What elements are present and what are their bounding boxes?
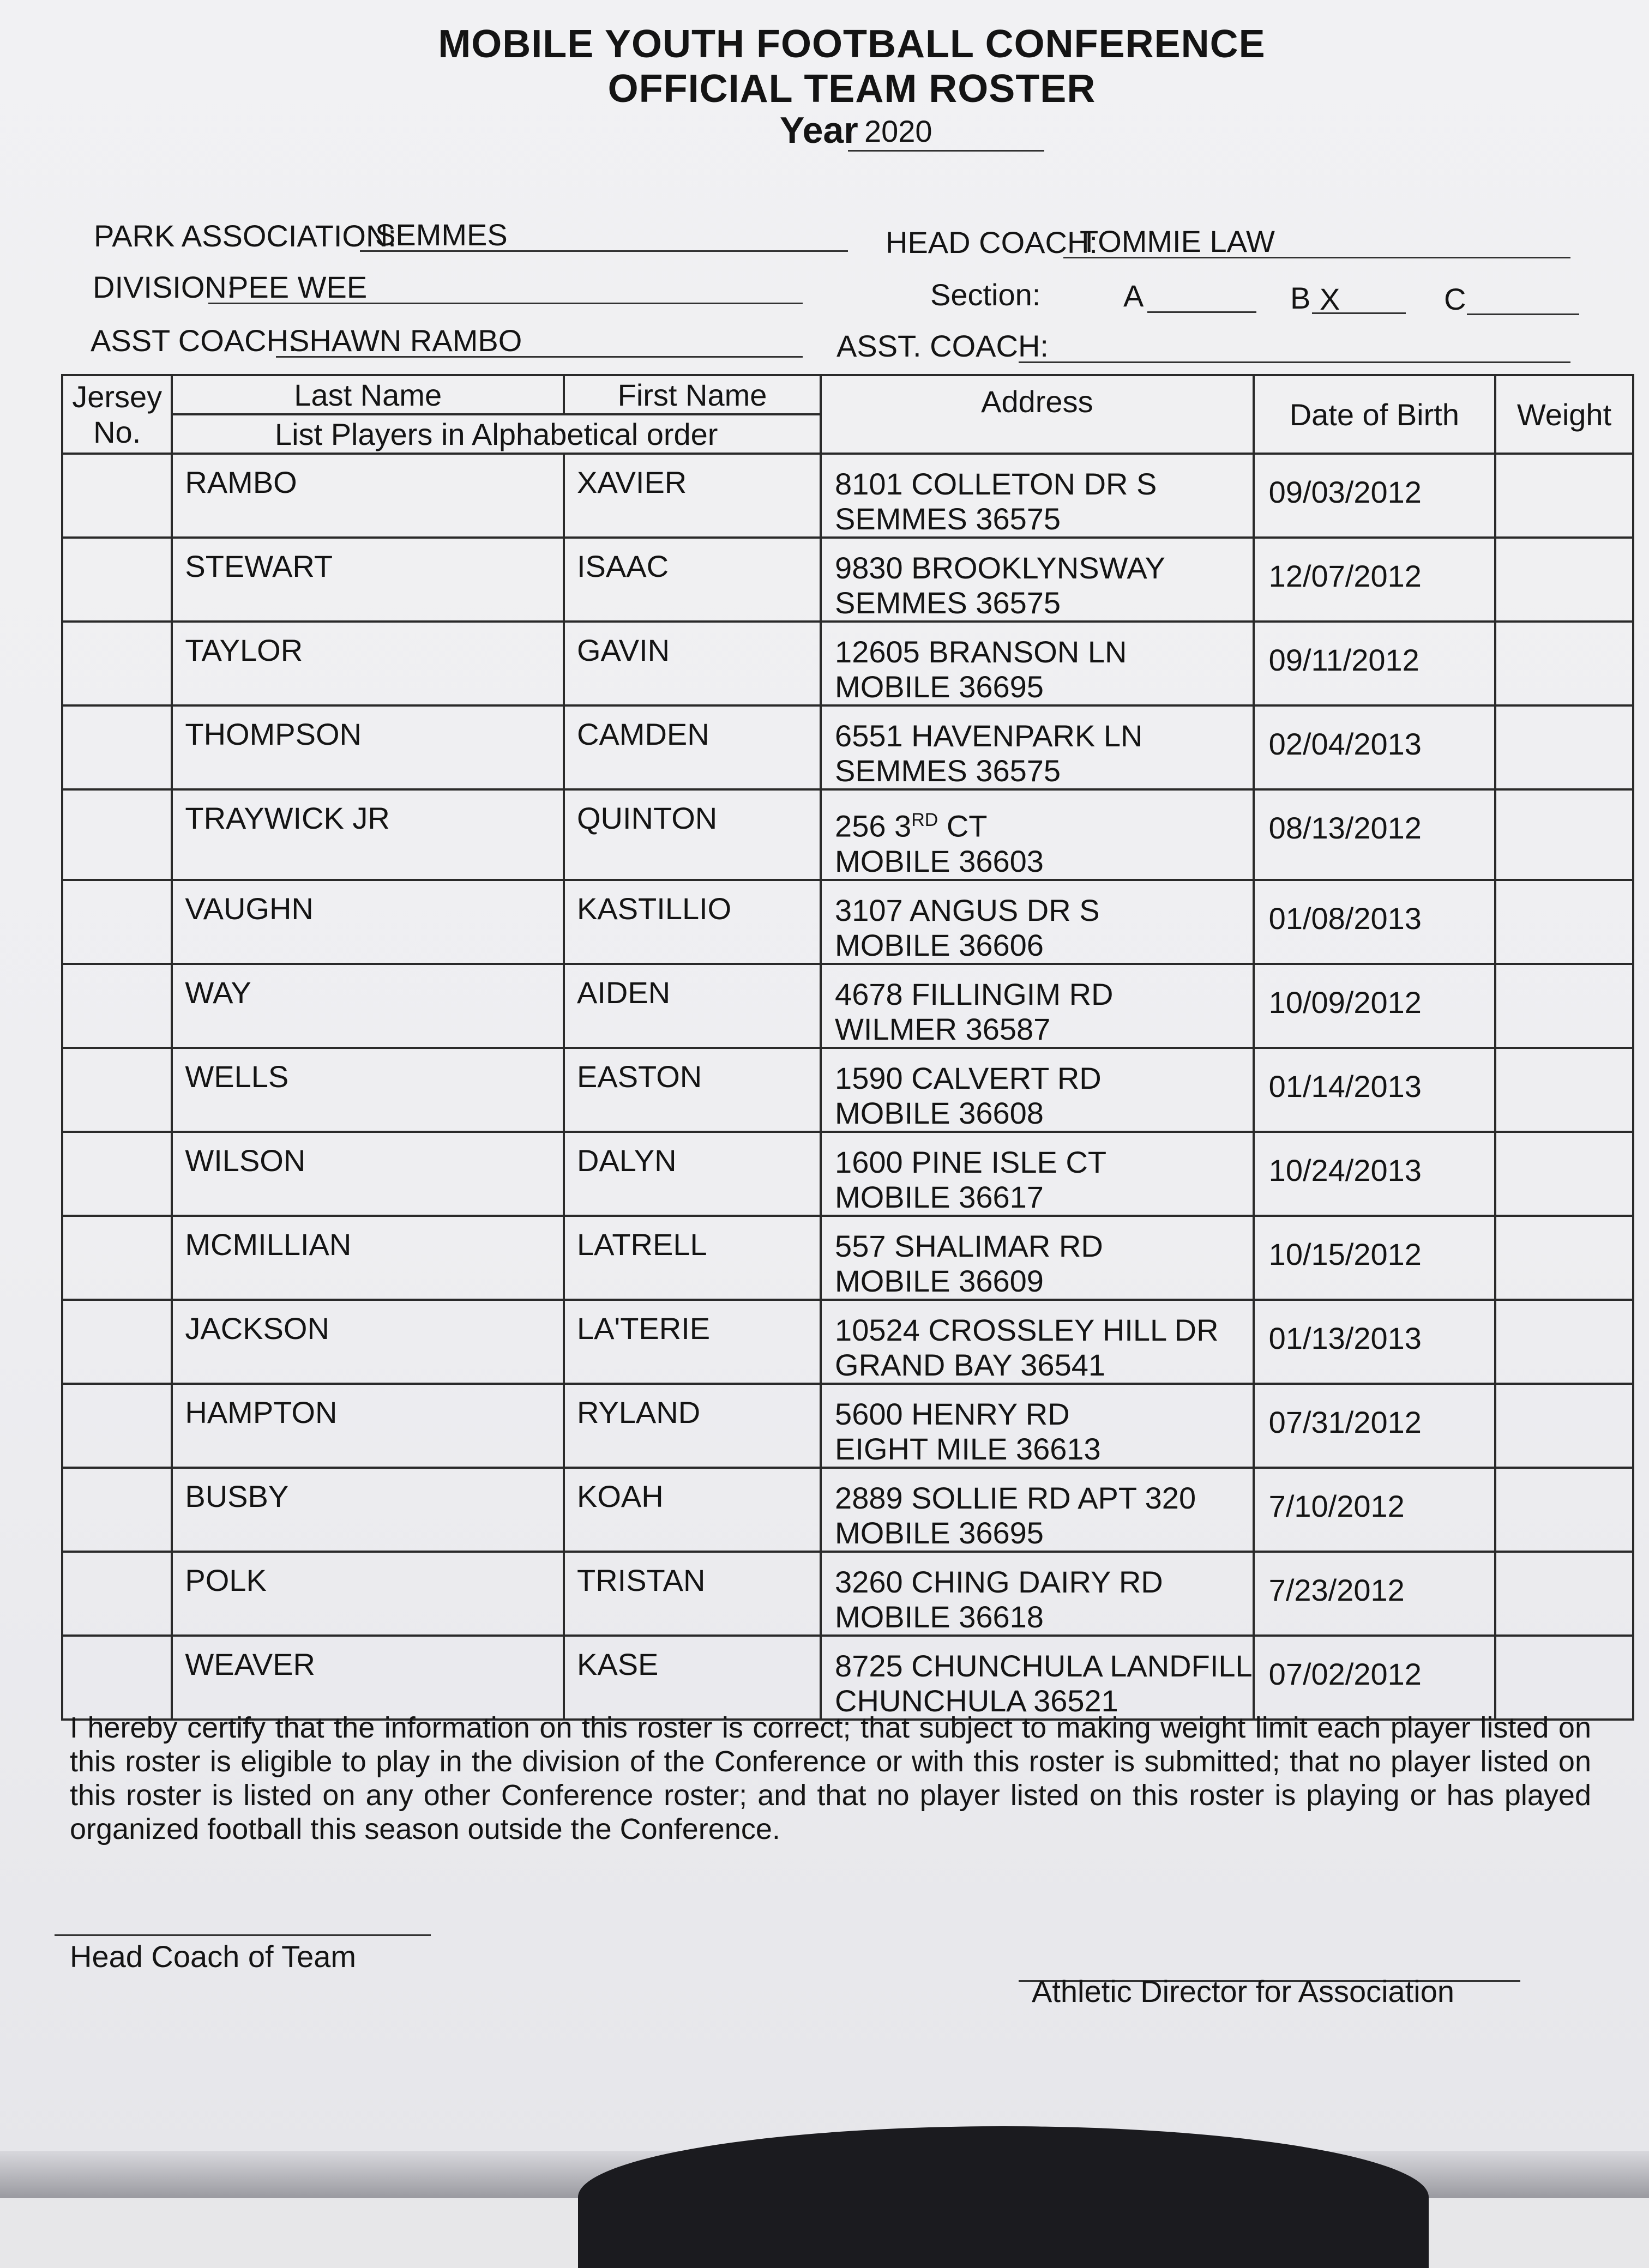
athletic-director-signature-label: Athletic Director for Association (1032, 1974, 1454, 2008)
table-row (62, 1300, 1633, 1384)
address-cell (822, 623, 1253, 704)
year-label: Year (780, 110, 858, 151)
table-row (62, 538, 1633, 622)
jersey-cell[interactable] (62, 1132, 172, 1216)
address-cell (822, 1301, 1253, 1383)
address-cell (822, 965, 1253, 1047)
dob-cell: 08/13/2012 (1268, 811, 1422, 845)
dob-cell: 09/03/2012 (1268, 475, 1422, 509)
jersey-cell[interactable] (62, 789, 172, 880)
address-line1: 3260 CHING DAIRY RD (835, 1564, 1163, 1599)
weight-cell[interactable] (1495, 538, 1633, 622)
address-line1: 10524 CROSSLEY HILL DR (835, 1312, 1219, 1347)
last-name-cell: WAY (185, 975, 251, 1010)
head-coach-signature-line[interactable] (55, 1934, 431, 1936)
last-name-cell: WELLS (185, 1059, 289, 1094)
address-line1: 1600 PINE ISLE CT (835, 1144, 1107, 1179)
last-name-cell: BUSBY (185, 1479, 289, 1513)
last-name-cell: THOMPSON (185, 717, 362, 751)
table-row (62, 789, 1633, 880)
first-name-cell: KASE (577, 1646, 659, 1681)
table-row (62, 1048, 1633, 1132)
weight-cell[interactable] (1495, 1468, 1633, 1552)
last-name-cell: TAYLOR (185, 633, 303, 667)
section-a-label: A (1123, 279, 1144, 313)
last-name-cell: RAMBO (185, 465, 297, 499)
address-line2: WILMER 36587 (835, 1011, 1051, 1046)
section-c-label: C (1444, 282, 1466, 316)
dob-cell: 7/10/2012 (1268, 1488, 1405, 1523)
park-association-field[interactable]: SEMMES (360, 217, 848, 252)
address-line2: SEMMES 36575 (835, 502, 1061, 536)
year-field[interactable]: 2020 (848, 113, 1044, 152)
dob-cell: 02/04/2013 (1268, 727, 1422, 761)
address-column-header: Address (821, 375, 1254, 454)
jersey-cell[interactable] (62, 1384, 172, 1468)
section-c-field[interactable] (1467, 282, 1579, 315)
weight-cell[interactable] (1495, 1048, 1633, 1132)
last-name-cell: VAUGHN (185, 891, 314, 926)
address-line2: MOBILE 36618 (835, 1599, 1044, 1634)
address-line2: MOBILE 36695 (835, 1515, 1044, 1550)
head-coach-signature-label: Head Coach of Team (70, 1939, 357, 1974)
first-name-cell: AIDEN (577, 975, 671, 1010)
weight-cell[interactable] (1495, 1132, 1633, 1216)
table-row (62, 622, 1633, 705)
address-line1: 12605 BRANSON LN (835, 635, 1127, 669)
jersey-cell[interactable] (62, 705, 172, 789)
last-name-cell: TRAYWICK JR (185, 801, 390, 835)
last-name-column-header: Last Name (172, 375, 564, 414)
jersey-column-header (62, 375, 172, 454)
first-name-cell: KASTILLIO (577, 891, 732, 926)
address-line2: MOBILE 36608 (835, 1095, 1044, 1130)
address-line2: EIGHT MILE 36613 (835, 1431, 1101, 1466)
head-coach-field[interactable]: TOMMIE LAW (1063, 224, 1570, 258)
weight-cell[interactable] (1495, 1636, 1633, 1720)
jersey-cell[interactable] (62, 1048, 172, 1132)
address-line1: 2889 SOLLIE RD APT 320 (835, 1480, 1196, 1515)
first-name-cell: LATRELL (577, 1227, 707, 1262)
address-line1: 4678 FILLINGIM RD (835, 976, 1114, 1011)
weight-cell[interactable] (1495, 1384, 1633, 1468)
dob-cell: 07/02/2012 (1268, 1656, 1422, 1691)
asst-coach-2-field[interactable] (1019, 328, 1570, 363)
jersey-cell[interactable] (62, 880, 172, 964)
table-row (62, 1216, 1633, 1300)
address-line2: SEMMES 36575 (835, 753, 1061, 788)
address-line1: 5600 HENRY RD (835, 1396, 1070, 1431)
jersey-cell[interactable] (62, 622, 172, 705)
first-name-cell: CAMDEN (577, 717, 709, 751)
jersey-cell[interactable] (62, 538, 172, 622)
last-name-cell: JACKSON (185, 1311, 329, 1346)
table-row (62, 964, 1633, 1048)
first-name-cell: ISAAC (577, 549, 669, 583)
table-header-row (62, 375, 1633, 414)
weight-column-header: Weight (1495, 375, 1633, 454)
first-name-cell: GAVIN (577, 633, 670, 667)
address-cell (822, 1217, 1253, 1299)
jersey-header-line1: Jersey (72, 379, 163, 414)
asst-coach-1-field[interactable]: SHAWN RAMBO (276, 323, 803, 358)
table-row (62, 705, 1633, 789)
weight-cell[interactable] (1495, 1216, 1633, 1300)
first-name-cell: KOAH (577, 1479, 664, 1513)
form-title-line2: OFFICIAL TEAM ROSTER (607, 67, 1096, 111)
dob-cell: 01/13/2013 (1268, 1320, 1422, 1355)
weight-cell[interactable] (1495, 454, 1633, 538)
section-a-field[interactable] (1147, 280, 1256, 313)
address-cell (822, 1049, 1253, 1131)
last-name-cell: MCMILLIAN (185, 1227, 352, 1262)
address-cell (822, 1385, 1253, 1467)
dob-cell: 10/15/2012 (1268, 1236, 1422, 1271)
dob-cell: 10/09/2012 (1268, 985, 1422, 1020)
dob-cell: 12/07/2012 (1268, 559, 1422, 593)
roster-table (61, 374, 1634, 1721)
address-cell (822, 1133, 1253, 1215)
table-row (62, 1552, 1633, 1636)
section-b-field[interactable]: X (1312, 281, 1406, 314)
head-coach-label: HEAD COACH: (886, 225, 1098, 260)
jersey-cell[interactable] (62, 1468, 172, 1552)
address-cell (822, 1553, 1253, 1634)
address-line2: CHUNCHULA 36521 (835, 1683, 1118, 1718)
first-name-cell: QUINTON (577, 801, 718, 835)
weight-cell[interactable] (1495, 789, 1633, 880)
last-name-cell: WEAVER (185, 1646, 315, 1681)
address-line2: SEMMES 36575 (835, 586, 1061, 620)
table-row (62, 454, 1633, 538)
certification-statement: I hereby certify that the information on this roster is correct; that subject to making weight limit each player listed on this roster is eligible to play in the division of the Conference or with this roster is submitted; that no player listed on this roster is listed on any other Conference roster; and that no player listed on this roster is playing or has played organized football this season outside the Conference. (70, 1711, 1591, 1845)
address-line1: 557 SHALIMAR RD (835, 1228, 1103, 1263)
address-line2: MOBILE 36695 (835, 669, 1044, 704)
park-association-label: PARK ASSOCIATION: (94, 219, 396, 253)
address-line2: MOBILE 36606 (835, 927, 1044, 962)
ordinal-suffix: RD (911, 810, 938, 830)
table-row (62, 1636, 1633, 1720)
table-row (62, 1132, 1633, 1216)
last-name-cell: HAMPTON (185, 1395, 338, 1429)
address-cell (822, 455, 1253, 536)
first-name-cell: XAVIER (577, 465, 687, 499)
division-field[interactable]: PEE WEE (208, 269, 803, 304)
finger-shadow (578, 2126, 1429, 2268)
last-name-cell: STEWART (185, 549, 333, 583)
address-cell (822, 881, 1253, 963)
address-line2: MOBILE 36617 (835, 1179, 1044, 1214)
first-name-cell: DALYN (577, 1143, 677, 1178)
first-name-cell: EASTON (577, 1059, 702, 1094)
address-line1: 3107 ANGUS DR S (835, 892, 1100, 927)
table-row (62, 880, 1633, 964)
address-cell (822, 707, 1253, 788)
address-line1: 9830 BROOKLYNSWAY (835, 551, 1165, 585)
dob-cell: 07/31/2012 (1268, 1404, 1422, 1439)
address-cell (822, 539, 1253, 620)
address-line1: 1590 CALVERT RD (835, 1060, 1102, 1095)
address-cell (822, 1469, 1253, 1551)
jersey-cell[interactable] (62, 1636, 172, 1720)
weight-cell[interactable] (1495, 1552, 1633, 1636)
address-line2: MOBILE 36603 (835, 843, 1044, 878)
weight-cell[interactable] (1495, 880, 1633, 964)
weight-cell[interactable] (1495, 622, 1633, 705)
first-name-cell: RYLAND (577, 1395, 701, 1429)
dob-cell: 01/14/2013 (1268, 1069, 1422, 1103)
dob-cell: 10/24/2013 (1268, 1153, 1422, 1187)
dob-cell: 7/23/2012 (1268, 1572, 1405, 1607)
last-name-cell: WILSON (185, 1143, 306, 1178)
first-name-cell: TRISTAN (577, 1563, 706, 1597)
address-line2: MOBILE 36609 (835, 1263, 1044, 1298)
first-name-cell: LA'TERIE (577, 1311, 711, 1346)
jersey-cell[interactable] (62, 964, 172, 1048)
address-line1: 8725 CHUNCHULA LANDFILL (835, 1648, 1253, 1683)
dob-cell: 01/08/2013 (1268, 901, 1422, 936)
dob-column-header: Date of Birth (1254, 375, 1495, 454)
alphabetical-order-note: List Players in Alphabetical order (172, 414, 821, 454)
weight-cell[interactable] (1495, 964, 1633, 1048)
division-label: DIVISION: (93, 270, 236, 304)
address-line1: 6551 HAVENPARK LN (835, 719, 1143, 753)
first-name-column-header: First Name (564, 375, 821, 414)
jersey-cell[interactable] (62, 1300, 172, 1384)
address-line2: GRAND BAY 36541 (835, 1347, 1106, 1382)
section-label: Section: (930, 278, 1041, 312)
jersey-header-line2: No. (93, 415, 141, 449)
jersey-cell[interactable] (62, 1552, 172, 1636)
address-cell (822, 791, 1253, 879)
jersey-cell[interactable] (62, 454, 172, 538)
form-title-line1: MOBILE YOUTH FOOTBALL CONFERENCE (438, 22, 1266, 66)
address-line1: 256 3RD CT (835, 809, 988, 843)
dob-cell: 09/11/2012 (1268, 643, 1419, 677)
weight-cell[interactable] (1495, 705, 1633, 789)
table-row (62, 1468, 1633, 1552)
section-b-label: B (1290, 281, 1311, 315)
asst-coach-2-label: ASST. COACH: (836, 329, 1049, 363)
table-row (62, 1384, 1633, 1468)
weight-cell[interactable] (1495, 1300, 1633, 1384)
address-line1: 8101 COLLETON DR S (835, 467, 1157, 501)
address-cell (822, 1637, 1253, 1718)
jersey-cell[interactable] (62, 1216, 172, 1300)
asst-coach-1-label: ASST COACH: (91, 323, 297, 358)
last-name-cell: POLK (185, 1563, 267, 1597)
